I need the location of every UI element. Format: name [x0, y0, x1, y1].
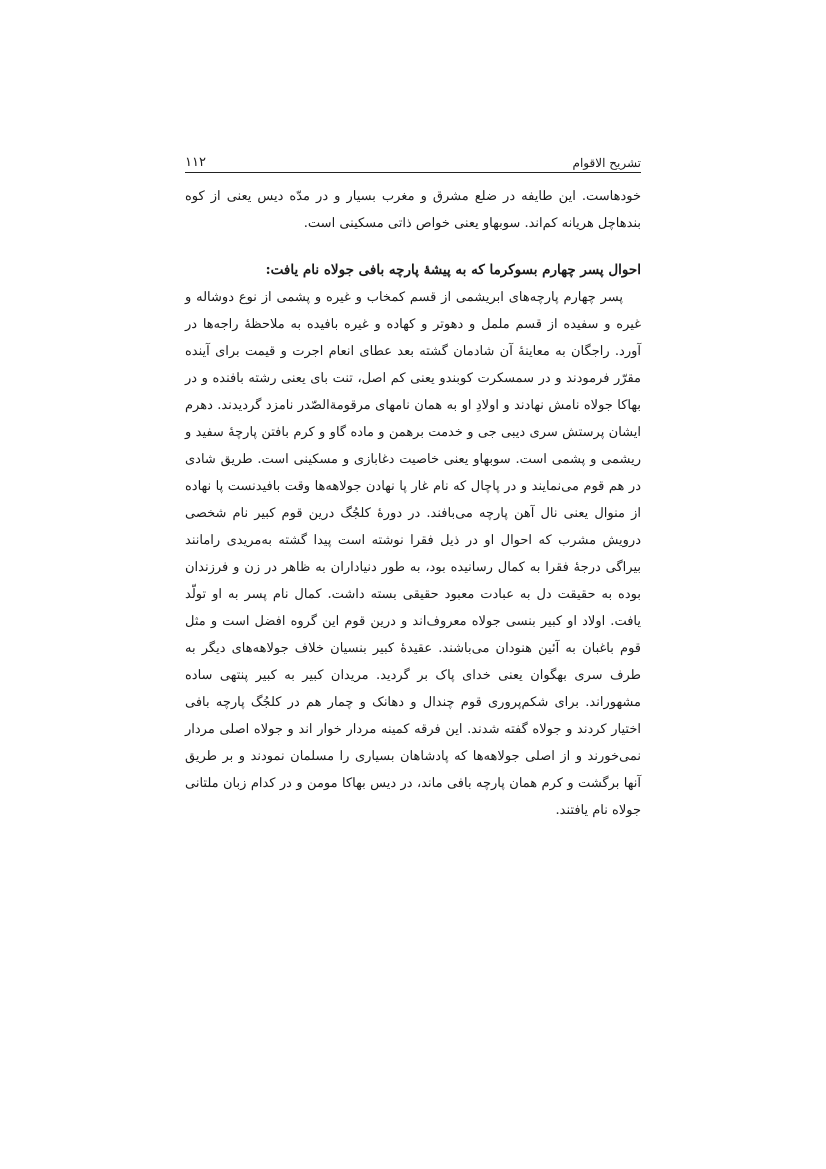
- section-heading: احوال پسر چهارم بسوکرما که به پیشهٔ پارچه بافی جولاه نام یافت:: [265, 262, 641, 278]
- page-number: ۱۱۲: [185, 155, 206, 170]
- running-header: [185, 146, 641, 173]
- book-title: تشریح الاقوام: [572, 156, 641, 170]
- book-page: [185, 146, 641, 824]
- intro-paragraph: خودهاست. این طایفه در ضلع مشرق و مغرب بسیار و در مدّه دیس یعنی از کوه بندهاچل هریانه کم‌اند. سوبهاو یعنی خواص ذاتی مسکینی است.: [185, 189, 641, 231]
- section-body-paragraph: پسر چهارم پارچه‌های ابریشمی از قسم کمخاب و غیره و پشمی از نوع دوشاله و غیره و سفیده از قسم ململ و دهوتر و کهاده و غیره بافیده به ملاحظهٔ راجه‌ها در آورد. راجگان به معاینهٔ آن شادمان گشته بعد عطای انعام اجرت و قیمت برای آینده مقرّر فرمودند و در سمسکرت کوبندو یعنی کم اصل، تنت بای یعنی رشته بافنده و در بهاکا جولاه نامش نهادند و اولادِ او به همان نامهای مرقومةالصّدر نامزد گردیدند. دهرم ایشان پرستش سری دیبی جی و خدمت برهمن و ماده گاو و کرم بافتن پارچهٔ سفید و ریشمی و پشمی است. سوبهاو یعنی خاصیت دغابازی و مسکینی است. طریق شادی در هم قوم می‌نمایند و در پاچال که نام غار پا نهادن جولاهه‌ها وقت بافیدنست پا نهاده از منوال یعنی نال آهن پارچه می‌بافند. در دورهٔ کلجُگ درین قوم کبیر نام شخصی درویش مشرب که احوال او در ذیل فقرا نوشته است پیدا گشته به‌مریدی رامانند بیراگی درجهٔ فقرا به کمال رسانیده بود، به طور دنیاداران به ظاهر در زن و فرزندان بوده به حقیقت دل به عبادت معبود حقیقی بسته داشت. کمال نام پسر به او تولّد یافت. اولاد او کبیر بنسی جولاه معروف‌اند و درین قوم این گروه افضل است و مثل قوم باغبان به آئین هنودان می‌باشند. عقیدهٔ کبیر بنسیان خلاف جولاهه‌های دیگر به طرف سری بهگوان یعنی خدای پاک بر گردید. مریدان کبیر به کبیر پنتهی ساده مشهوراند. برای شکم‌پروری قوم چندال و دهانک و چمار هم در کلجُگ پارچه بافی اختیار کردند و جولاه گفته شدند. این فرقه کمینه مردار خوار اند و جولاه اصلی مردار نمی‌خورند و از اصلی جولاهه‌ها که پادشاهان بسیاری را مسلمان نمودند و بر طریق آنها برگشت و کرم همان پارچه بافی ماند، در دیس بهاکا مومن و در کدام زبان ملتانی جولاه نام یافتند.: [185, 290, 641, 818]
